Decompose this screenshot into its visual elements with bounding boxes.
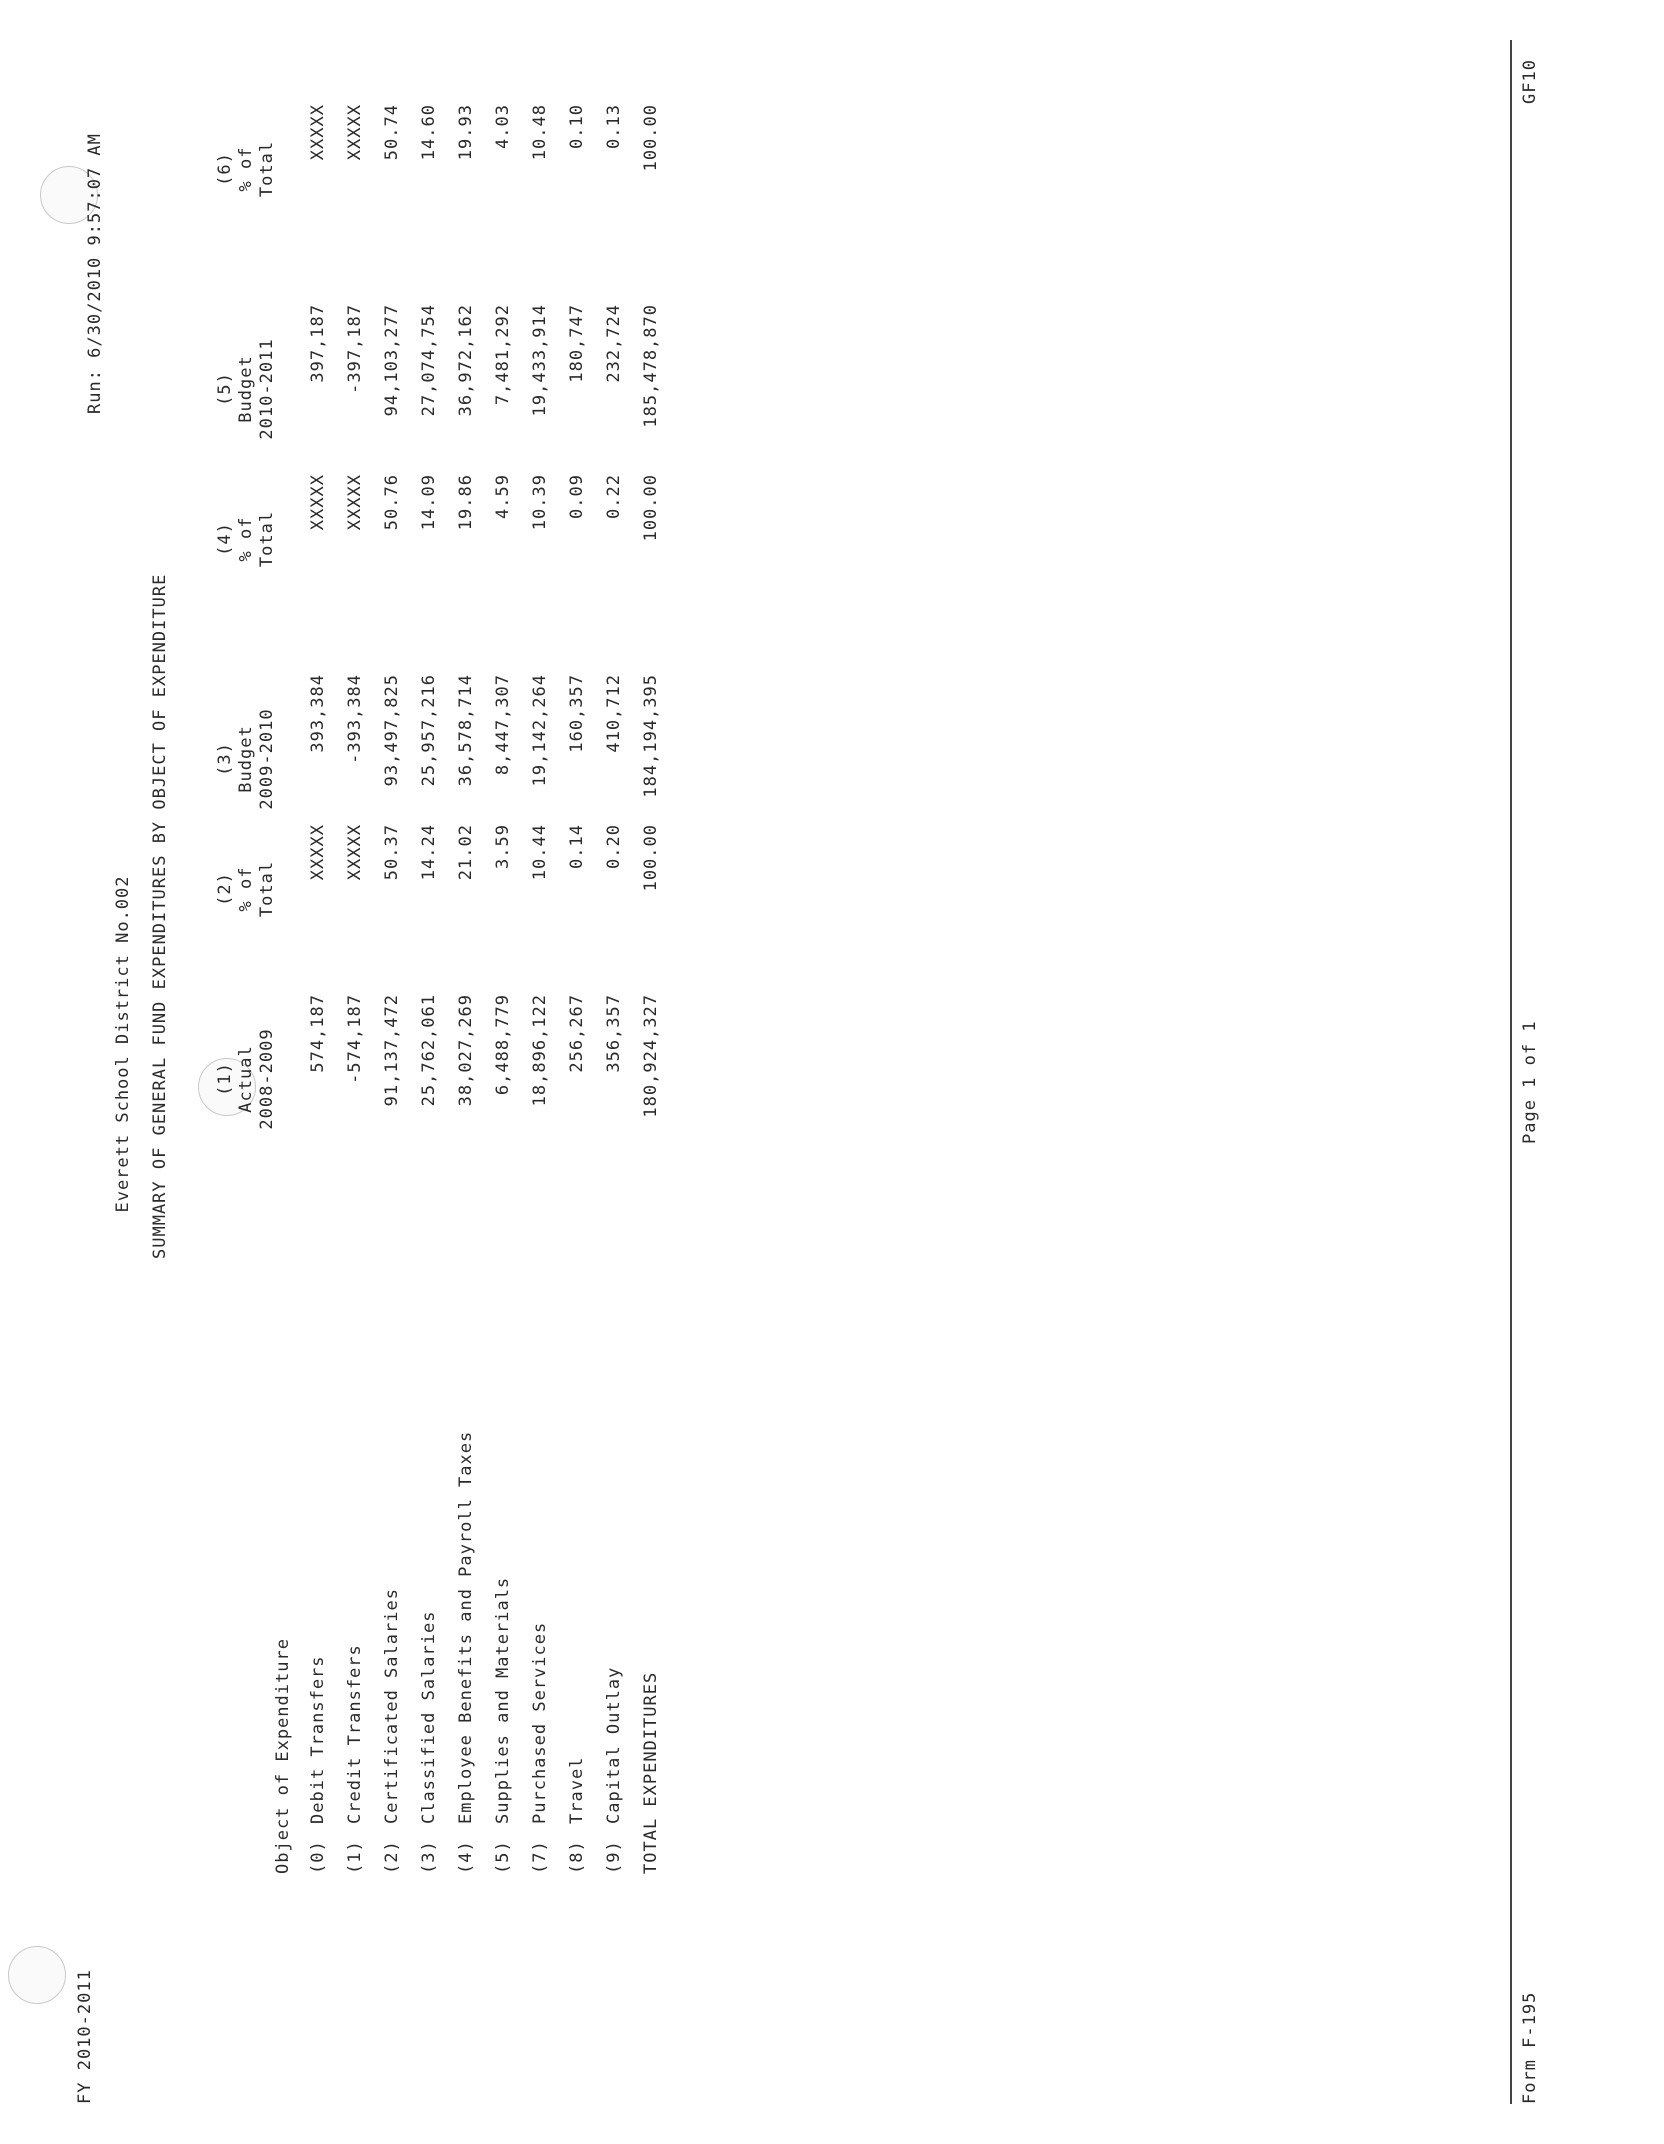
district-name: Everett School District No.002 [113, 875, 133, 1213]
total-budget-2010: 185,478,870 [641, 304, 661, 428]
report-title: SUMMARY OF GENERAL FUND EXPENDITURES BY OBJECT OF EXPENDITURE [150, 573, 170, 1259]
cell-budget-2009: -393,384 [345, 674, 365, 764]
row-header: Object of Expenditure [273, 1638, 293, 1874]
cell-budget-2009: 8,447,307 [493, 674, 513, 776]
cell-pct-3: XXXXX [308, 104, 328, 161]
row-code: (5) [493, 1840, 513, 1874]
column-header-3: (3) Budget 2009-2010 [215, 708, 277, 810]
cell-actual-2008: -574,187 [345, 994, 365, 1084]
cell-pct-1: 21.02 [456, 824, 476, 881]
row-label: Travel [567, 1756, 587, 1824]
cell-pct-3: 50.74 [382, 104, 402, 161]
cell-budget-2010: 232,724 [604, 304, 624, 383]
row-label: Credit Transfers [345, 1644, 365, 1824]
cell-budget-2010: 19,433,914 [530, 304, 550, 417]
cell-budget-2009: 93,497,825 [382, 674, 402, 787]
cell-actual-2008: 6,488,779 [493, 994, 513, 1096]
page-number: Page 1 of 1 [1520, 1020, 1540, 1144]
cell-actual-2008: 91,137,472 [382, 994, 402, 1107]
row-code: (2) [382, 1840, 402, 1874]
report-code: GF10 [1520, 59, 1540, 104]
cell-pct-1: 10.44 [530, 824, 550, 881]
total-pct-1: 100.00 [641, 824, 661, 892]
cell-budget-2009: 393,384 [308, 674, 328, 753]
cell-pct-1: 3.59 [493, 824, 513, 869]
column-header-1: (1) Actual 2008-2009 [215, 1028, 277, 1130]
cell-pct-1: XXXXX [345, 824, 365, 881]
row-code: (0) [308, 1840, 328, 1874]
cell-actual-2008: 25,762,061 [419, 994, 439, 1107]
row-label: Capital Outlay [604, 1666, 624, 1824]
cell-pct-3: 4.03 [493, 104, 513, 149]
cell-budget-2009: 160,357 [567, 674, 587, 753]
cell-pct-3: 10.48 [530, 104, 550, 161]
run-timestamp: Run: 6/30/2010 9:57:07 AM [85, 133, 105, 414]
cell-budget-2010: 36,972,162 [456, 304, 476, 417]
form-number: Form F-195 [1520, 1991, 1540, 2104]
cell-actual-2008: 18,896,122 [530, 994, 550, 1107]
cell-pct-1: 14.24 [419, 824, 439, 881]
cell-pct-1: 0.20 [604, 824, 624, 869]
cell-budget-2009: 19,142,264 [530, 674, 550, 787]
cell-pct-2: 4.59 [493, 474, 513, 519]
cell-pct-1: XXXXX [308, 824, 328, 881]
cell-pct-3: 0.13 [604, 104, 624, 149]
total-pct-3: 100.00 [641, 104, 661, 172]
total-actual-2008: 180,924,327 [641, 994, 661, 1118]
cell-budget-2010: 27,074,754 [419, 304, 439, 417]
column-header-5: (5) Budget 2010-2011 [215, 338, 277, 440]
cell-pct-3: 19.93 [456, 104, 476, 161]
row-label: Supplies and Materials [493, 1576, 513, 1824]
cell-pct-3: 14.60 [419, 104, 439, 161]
cell-pct-2: 14.09 [419, 474, 439, 531]
column-header-6: (6) % of Total [215, 140, 277, 198]
cell-pct-2: 10.39 [530, 474, 550, 531]
row-label: Certificated Salaries [382, 1588, 402, 1824]
column-header-2: (2) % of Total [215, 860, 277, 918]
footer-rule [1510, 40, 1512, 2104]
cell-pct-3: XXXXX [345, 104, 365, 161]
cell-pct-2: 0.09 [567, 474, 587, 519]
cell-budget-2010: 180,747 [567, 304, 587, 383]
punch-hole [8, 1946, 66, 2004]
cell-pct-1: 0.14 [567, 824, 587, 869]
total-pct-2: 100.00 [641, 474, 661, 542]
row-code: (9) [604, 1840, 624, 1874]
row-code: (7) [530, 1840, 550, 1874]
row-label: Employee Benefits and Payroll Taxes [456, 1430, 476, 1824]
cell-budget-2009: 410,712 [604, 674, 624, 753]
total-label: TOTAL EXPENDITURES [641, 1671, 661, 1874]
cell-actual-2008: 38,027,269 [456, 994, 476, 1107]
cell-budget-2010: 94,103,277 [382, 304, 402, 417]
cell-pct-1: 50.37 [382, 824, 402, 881]
cell-budget-2010: -397,187 [345, 304, 365, 394]
cell-pct-2: XXXXX [308, 474, 328, 531]
row-code: (8) [567, 1840, 587, 1874]
column-header-4: (4) % of Total [215, 510, 277, 568]
cell-budget-2010: 7,481,292 [493, 304, 513, 406]
row-code: (4) [456, 1840, 476, 1874]
cell-pct-2: 0.22 [604, 474, 624, 519]
fiscal-year: FY 2010-2011 [75, 1969, 95, 2104]
cell-actual-2008: 256,267 [567, 994, 587, 1073]
row-label: Classified Salaries [419, 1610, 439, 1824]
total-budget-2009: 184,194,395 [641, 674, 661, 798]
row-code: (3) [419, 1840, 439, 1874]
row-code: (1) [345, 1840, 365, 1874]
cell-pct-2: 50.76 [382, 474, 402, 531]
cell-pct-2: XXXXX [345, 474, 365, 531]
row-label: Purchased Services [530, 1621, 550, 1824]
row-label: Debit Transfers [308, 1655, 328, 1824]
cell-budget-2009: 36,578,714 [456, 674, 476, 787]
cell-actual-2008: 356,357 [604, 994, 624, 1073]
cell-pct-2: 19.86 [456, 474, 476, 531]
cell-actual-2008: 574,187 [308, 994, 328, 1073]
cell-budget-2010: 397,187 [308, 304, 328, 383]
cell-budget-2009: 25,957,216 [419, 674, 439, 787]
cell-pct-3: 0.10 [567, 104, 587, 149]
